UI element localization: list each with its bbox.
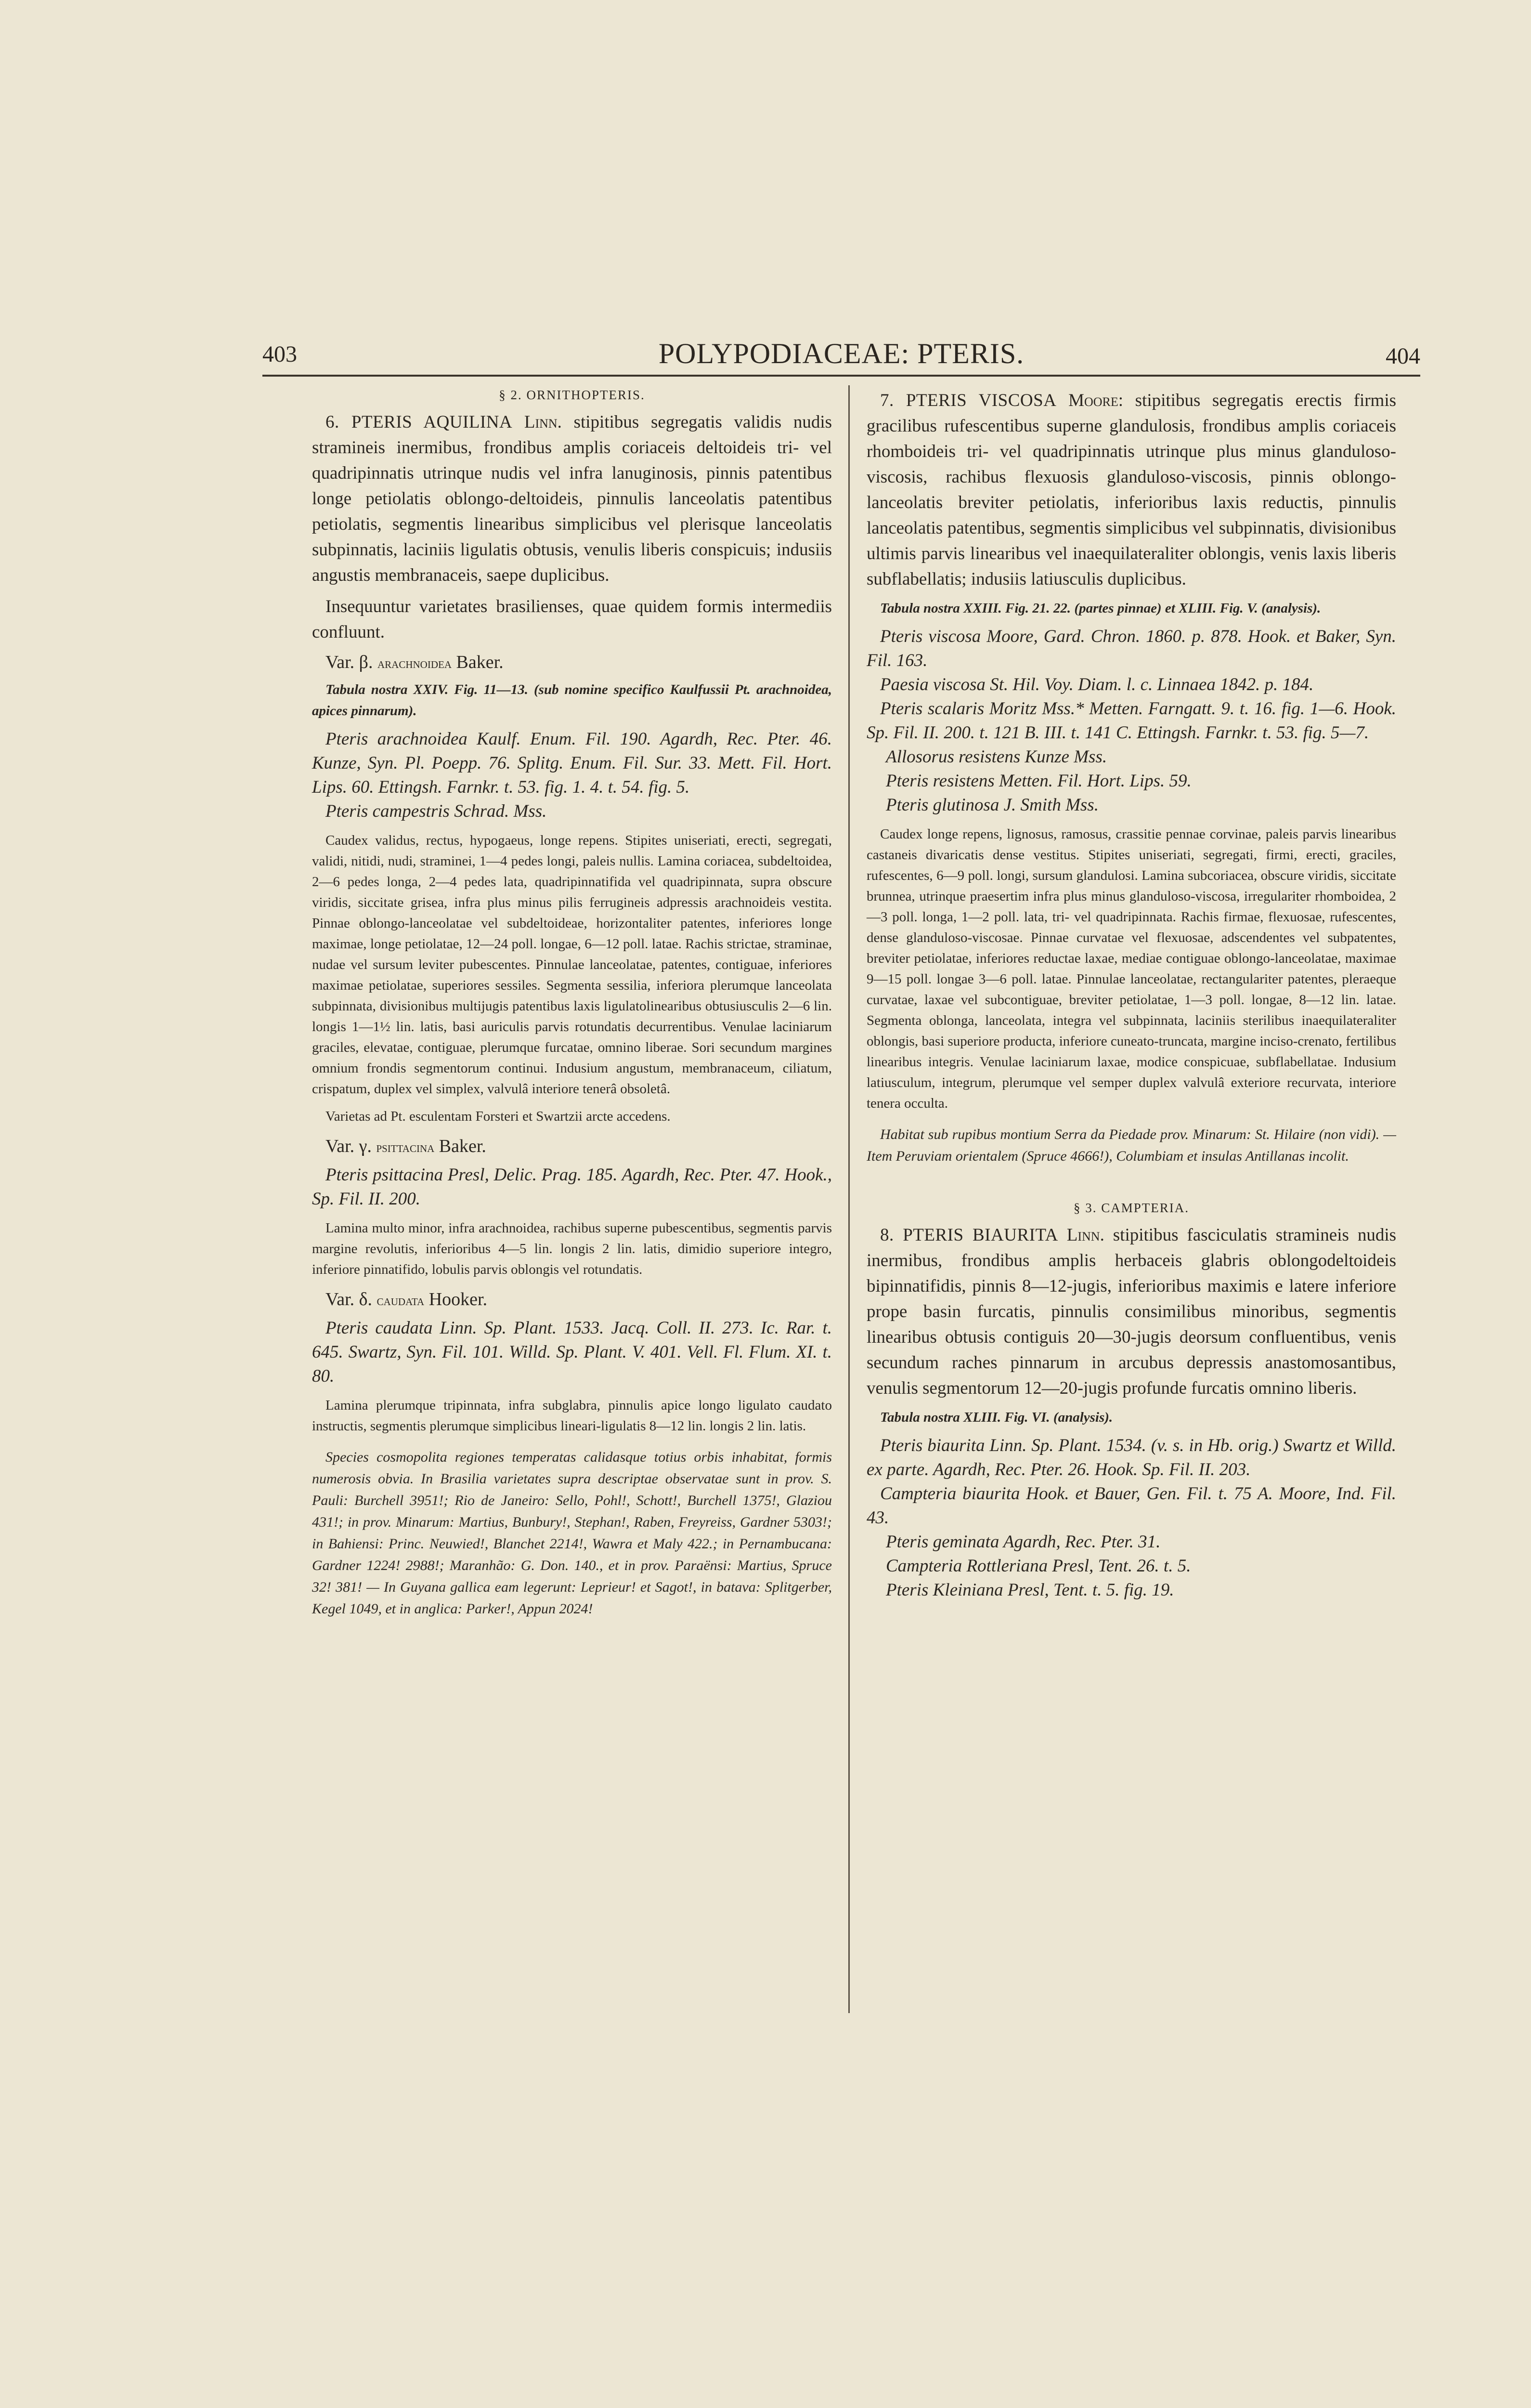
species-7-plate-ref: Tabula nostra XXIII. Fig. 21. 22. (partes pinnae) et XLIII. Fig. V. (analysis). xyxy=(880,601,1321,616)
species-7-description: Caudex longe repens, lignosus, ramosus, crassitie pennae corvinae, paleis parvis linearibus castaneis divaricatis dense vestitus. Stipites uniseriati, segregati, firmi, erecti, graciles, rufescentes, 6—9 poll. longi, sursum glandulosi. Lamina subcoriacea, obscure viridis, siccitate brunnea, utrinque praesertim infra plus minus glanduloso-viscosa, irregulariter rhomboidea, 2—3 poll. longa, 1—2 poll. lata, tri- vel quadripinnata. Rachis firmae, flexuosae, rufescentes, dense glanduloso-viscosae. Pinnae curvatae vel flexuosae, adscendentes vel subpatentes, breviter petiolatae, inferiores reductae laxae, mediae contiguae oblongo-lanceolatae, maximae 9—15 poll. longae 3—6 poll. latae. Pinnulae lanceolatae, rectangulariter patentes, pleraeque curvatae, laxae vel subcontiguae, breviter petiolatae, 1—3 poll. longae, 8—12 lin. latae. Segmenta oblonga, lanceolata, integra vel subpinnata, laciniis sterilibus inaequilateraliter oblongis, basi superiore producta, inferiore cuneato-truncata, margine inciso-crenato, fertilibus linearibus integris. Venulae laciniarum laxae, modice conspicuae, subflabellatae. Indusium latiusculum, integrum, plerumque vel semper duplex valvulâ exteriore recurvata, interiore tenera occulta. xyxy=(867,826,1396,1111)
species-6-name: 6. PTERIS AQUILINA xyxy=(325,412,513,432)
right-column xyxy=(867,388,1396,1602)
running-title: POLYPODIACEAE: PTERIS. xyxy=(658,338,1025,369)
variety-gamma-synonym: Pteris psittacina Presl, Delic. Prag. 185. Agardh, Rec. Pter. 47. Hook., Sp. Fil. II. 200. xyxy=(312,1165,832,1209)
variety-beta-synonym: Pteris arachnoidea Kaulf. Enum. Fil. 190. Agardh, Rec. Pter. 46. Kunze, Syn. Pl. Poepp. 76. Splitg. Enum. Fil. Sur. 33. Mett. Fil. Hort. Lips. 60. Ettingsh. Farnkr. t. 53. fig. 1. 4. t. 54. fig. 5. xyxy=(312,729,832,797)
page-header xyxy=(262,337,1420,376)
species-7-synonym: Pteris viscosa Moore, Gard. Chron. 1860. p. 878. Hook. et Baker, Syn. Fil. 163. xyxy=(867,627,1396,670)
species-8-synonym: Pteris biaurita Linn. Sp. Plant. 1534. (v. s. in Hb. orig.) Swartz et Willd. ex parte. Agardh, Rec. Pter. 26. Hook. Sp. Fil. II. 203. xyxy=(867,1436,1396,1479)
species-7-synonym: Paesia viscosa St. Hil. Voy. Diam. l. c. Linnaea 1842. p. 184. xyxy=(880,675,1314,694)
variety-beta-author: Baker. xyxy=(456,652,504,672)
variety-gamma-name: psittacina xyxy=(376,1139,435,1155)
species-8-synonym: Campteria biaurita Hook. et Bauer, Gen. Fil. t. 75 A. Moore, Ind. Fil. 43. xyxy=(867,1484,1396,1528)
species-8-synonym: Pteris Kleiniana Presl, Tent. t. 5. fig. 19. xyxy=(886,1580,1174,1600)
left-column xyxy=(312,388,832,1624)
species-6-entry xyxy=(312,409,832,588)
variety-beta-name: arachnoidea xyxy=(377,655,452,671)
species-8-synonym: Campteria Rottleriana Presl, Tent. 26. t. 5. xyxy=(886,1556,1191,1576)
variety-delta-synonym: Pteris caudata Linn. Sp. Plant. 1533. Jacq. Coll. II. 273. Ic. Rar. t. 645. Swartz, Syn. Fil. 101. Willd. Sp. Plant. V. 401. Vell. Fl. Flum. XI. t. 80. xyxy=(312,1318,832,1386)
page-number-left: 403 xyxy=(262,341,297,367)
variety-delta-author: Hooker. xyxy=(428,1289,488,1309)
varieties-intro: Insequuntur varietates brasilienses, quae quidem formis intermediis confluunt. xyxy=(312,597,832,642)
section-heading: § 2. ORNITHOPTERIS. xyxy=(499,388,645,402)
variety-delta-description: Lamina plerumque tripinnata, infra subglabra, pinnulis apice longo ligulato caudato instructis, segmentis plerumque simplicibus lineari-ligulatis 8—12 lin. longis 2 lin. latis. xyxy=(312,1398,832,1434)
variety-beta-note: Varietas ad Pt. esculentam Forsteri et Swartzii arcte accedens. xyxy=(325,1109,671,1124)
variety-delta-name: caudata xyxy=(376,1293,425,1309)
header-rule xyxy=(262,375,1420,377)
species-6-diagnosis: stipitibus segregatis validis nudis stramineis inermibus, frondibus amplis coriaceis deltoideis tri- vel quadripinnatis utrinque nudis vel infra lanuginosis, pinnis patentibus longe petiolatis oblongo-deltoideis, pinnulis lanceolatis patentibus petiolatis, segmentis linearibus simplicibus vel plerisque lanceolatis subpinnatis, laciniis ligulatis obtusis, venulis liberis conspicuis; indusiis angustis membranaceis, saepe duplicibus. xyxy=(312,412,832,585)
variety-gamma-description: Lamina multo minor, infra arachnoidea, rachibus superne pubescentibus, segmentis parvis margine revolutis, inferioribus 4—5 lin. longis 2 lin. latis, dimidio superiore integro, inferiore pinnatifido, lobulis parvis oblongis vel rotundatis. xyxy=(312,1220,832,1277)
variety-beta-synonym: Pteris campestris Schrad. Mss. xyxy=(325,801,547,821)
variety-gamma-author: Baker. xyxy=(439,1136,486,1156)
species-7-diagnosis: stipitibus segregatis erectis firmis gracilibus rufescentibus superne glandulosis, frondibus amplis coriaceis rhomboideis tri- vel quadripinnatis utrinque plus minus glanduloso-viscosis, rachibus flexuosis glanduloso-viscosis, pinnis oblongo-lanceolatis breviter petiolatis, inferioribus laxis reductis, pinnulis lanceolatis patentibus, segmentis simplicibus vel subpinnatis, divisionibus ultimis parvis linearibus vel inaequilateraliter oblongis, venis laxis liberis subflabellatis; indusiis latiusculis duplicibus. xyxy=(867,391,1397,589)
column-divider xyxy=(848,385,850,2013)
species-7-synonym: Pteris resistens Metten. Fil. Hort. Lips. 59. xyxy=(886,771,1192,791)
variety-beta-heading xyxy=(312,649,832,677)
species-6-author: Linn. xyxy=(524,412,562,432)
variety-gamma-label: Var. γ. xyxy=(325,1136,372,1156)
species-8-diagnosis: stipitibus fasciculatis stramineis nudis inermibus, frondibus amplis herbaceis glabris oblongodeltoideis bipinnatifidis, pinnis 8—12-jugis, inferioribus maximis e latere inferiore prope basin furcatis, pinnulis consimilibus minoribus, segmentis linearibus obtusis contiguis 20—30-jugis deorsum confluentibus, venis secundum raches pinnarum in arcubus depressis anastomosantibus, venulis segmentorum 12—20-jugis profunde furcatis omnino liberis. xyxy=(867,1225,1397,1398)
species-7-synonym: Pteris glutinosa J. Smith Mss. xyxy=(886,795,1099,815)
species-8-author: Linn. xyxy=(1066,1225,1104,1245)
species-7-synonym: Allosorus resistens Kunze Mss. xyxy=(886,747,1107,767)
variety-beta-description: Caudex validus, rectus, hypogaeus, longe repens. Stipites uniseriati, erecti, segregati, validi, nitidi, nudi, straminei, 1—4 pedes longi, paleis nullis. Lamina coriacea, subdeltoidea, 2—6 pedes longa, 2—4 pedes lata, quadripinnatifida vel quadripinnata, supra obscure viridis, siccitate grisea, infra plus minus pilis ferrugineis adpressis arachnoideis vestita. Pinnae oblongo-lanceolatae vel subdeltoideae, horizontaliter patentes, inferiores longe maximae, longe petiolatae, 12—24 poll. longae, 6—12 poll. latae. Rachis strictae, straminae, nudae vel sursum leviter pubescentes. Pinnulae lanceolatae, patentes, contiguae, inferiores maximae petiolatae, superiores sessiles. Segmenta sessilia, inferiora plerumque lanceolata subpinnata, divisionibus multijugis patentibus laxis ligulatolinearibus obtusiusculis 2—6 lin. longis 1—1½ lin. latis, basi auriculis parvis rotundatis decurrentibus. Venulae laciniarum graciles, elevatae, contiguae, plerumque furcatae, omnino liberae. Sori secundum margines omnium frondis segmentorum continui. Indusium angustum, membranaceum, ciliatum, crispatum, duplex vel simplex, valvulâ interiore tenerâ obsoletâ. xyxy=(312,833,832,1097)
section-3-heading: § 3. CAMPTERIA. xyxy=(1073,1201,1189,1215)
species-7-entry xyxy=(867,388,1396,592)
variety-beta-plate-ref: Tabula nostra XXIV. Fig. 11—13. (sub nomine specifico Kaulfussii Pt. arachnoidea, apices pinnarum). xyxy=(312,682,832,719)
distribution-paragraph: Species cosmopolita regiones temperatas calidasque totius orbis inhabitat, formis numerosis obvia. In Brasilia varietates supra descriptae observatae sunt in prov. S. Pauli: Burchell 3951!; Rio de Janeiro: Sello, Pohl!, Schott!, Burchell 1375!, Glaziou 431!; in prov. Minarum: Martius, Bunbury!, Stephan!, Raben, Freyreiss, Gardner 5303!; in Bahiensi: Princ. Neuwied!, Blanchet 2214!, Wawra et Maly 422.; in Pernambucana: Gardner 1224! 2988!; Maranhão: G. Don. 140., et in prov. Paraënsi: Martius, Spruce 32! 381! — In Guyana gallica eam legerunt: Leprieur! et Sagot!, in batava: Splitgerber, Kegel 1049, et in anglica: Parker!, Appun 2024! xyxy=(312,1449,832,1617)
species-8-synonym: Pteris geminata Agardh, Rec. Pter. 31. xyxy=(886,1532,1161,1552)
species-7-author: Moore: xyxy=(1068,391,1124,410)
species-8-entry xyxy=(867,1222,1396,1401)
variety-delta-heading xyxy=(312,1286,832,1314)
species-8-plate-ref: Tabula nostra XLIII. Fig. VI. (analysis). xyxy=(880,1410,1113,1425)
variety-gamma-heading xyxy=(312,1133,832,1161)
variety-beta-label: Var. β. xyxy=(325,652,373,672)
variety-delta-label: Var. δ. xyxy=(325,1289,373,1309)
species-8-name: 8. PTERIS BIAURITA xyxy=(880,1225,1058,1245)
page-number-right: 404 xyxy=(1386,343,1420,369)
species-7-habitat: Habitat sub rupibus montium Serra da Piedade prov. Minarum: St. Hilaire (non vidi). — Item Peruviam orientalem (Spruce 4666!), Columbiam et insulas Antillanas incolit. xyxy=(867,1126,1396,1164)
species-7-name: 7. PTERIS VISCOSA xyxy=(880,391,1057,410)
species-7-synonym: Pteris scalaris Moritz Mss.* Metten. Farngatt. 9. t. 16. fig. 1—6. Hook. Sp. Fil. II. 200. t. 121 B. III. t. 141 C. Ettingsh. Farnkr. t. 53. fig. 5—7. xyxy=(867,699,1396,743)
